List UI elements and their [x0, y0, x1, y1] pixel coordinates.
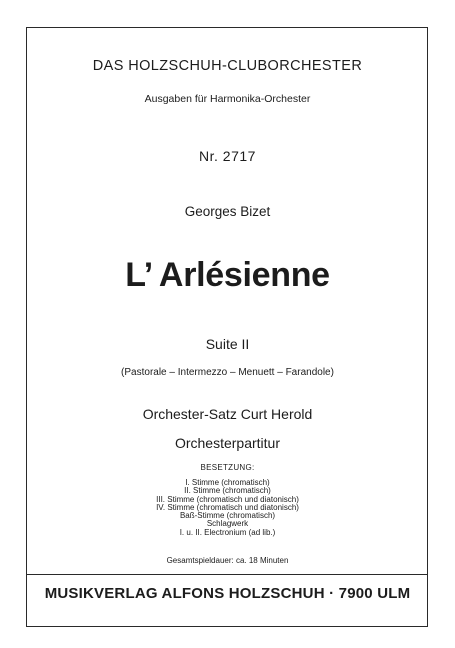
instrument-part: III. Stimme (chromatisch und diatonisch): [156, 494, 299, 504]
composer-name: Georges Bizet: [184, 204, 271, 219]
instrument-part: Baß-Stimme (chromatisch): [179, 511, 276, 521]
instrument-part: I. Stimme (chromatisch): [185, 478, 270, 487]
catalog-number: Nr. 2717: [199, 148, 256, 164]
instrument-part: IV. Stimme (chromatisch und diatonisch): [156, 502, 299, 512]
work-title: L’ Arlésienne: [125, 256, 330, 294]
besetzung-heading: BESETZUNG:: [200, 463, 255, 472]
edition-subtitle: Ausgaben für Harmonika-Orchester: [144, 93, 311, 105]
instrument-part: II. Stimme (chromatisch): [184, 486, 271, 496]
divider-line: [26, 574, 428, 575]
instrument-part: I. u. II. Electronium (ad lib.): [179, 527, 276, 537]
suite-label: Suite II: [205, 336, 250, 352]
instrument-part: Schlagwerk: [206, 519, 249, 529]
movements-list: (Pastorale – Intermezzo – Menuett – Farandole): [121, 367, 334, 378]
arranger-credit: Orchester-Satz Curt Herold: [142, 406, 313, 422]
total-duration: Gesamtspieldauer: ca. 18 Minuten: [166, 556, 289, 565]
publisher-imprint: MUSIKVERLAG ALFONS HOLZSCHUH · 7900 ULM: [44, 585, 411, 602]
instrumentation-list: [0, 479, 455, 537]
series-name: DAS HOLZSCHUH-CLUBORCHESTER: [92, 58, 363, 74]
score-type: Orchesterpartitur: [174, 435, 281, 451]
